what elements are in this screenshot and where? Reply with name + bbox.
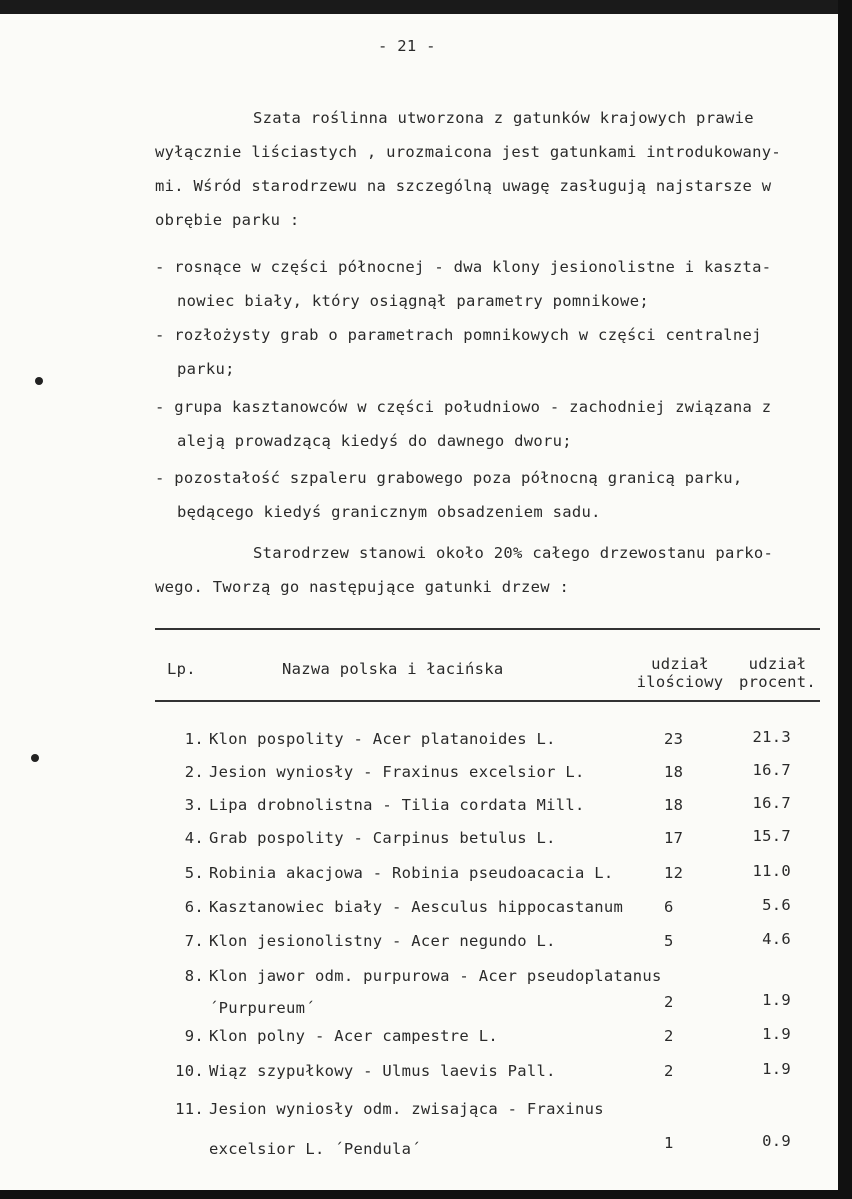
row-number: 8. bbox=[184, 967, 204, 985]
scan-edge-bottom bbox=[0, 1190, 852, 1199]
quantity-value: 18 bbox=[664, 763, 684, 781]
species-name-continued: ´Purpureum´ bbox=[209, 999, 315, 1017]
percent-value: 21.3 bbox=[752, 728, 791, 746]
percent-value: 16.7 bbox=[752, 794, 791, 812]
species-name-continued: excelsior L. ´Pendula´ bbox=[209, 1140, 421, 1158]
paragraph-line: obrębie parku : bbox=[155, 211, 300, 229]
bullet-line: aleją prowadzącą kiedyś do dawnego dworu; bbox=[177, 432, 572, 450]
percent-value: 0.9 bbox=[762, 1132, 791, 1150]
species-name: Klon pospolity - Acer platanoides L. bbox=[209, 730, 556, 748]
species-name: Wiąz szypułkowy - Ulmus laevis Pall. bbox=[209, 1062, 556, 1080]
bullet-line: - pozostałość szpaleru grabowego poza północną granicą parku, bbox=[155, 469, 743, 487]
bullet-line: - rozłożysty grab o parametrach pomnikowych w części centralnej bbox=[155, 326, 762, 344]
row-number: 4. bbox=[184, 829, 204, 847]
species-name: Klon jesionolistny - Acer negundo L. bbox=[209, 932, 556, 950]
percent-value: 4.6 bbox=[762, 930, 791, 948]
row-number: 10. bbox=[175, 1062, 204, 1080]
row-number: 7. bbox=[184, 932, 204, 950]
species-name: Klon jawor odm. purpurowa - Acer pseudoplatanus bbox=[209, 967, 662, 985]
species-name: Kasztanowiec biały - Aesculus hippocastanum bbox=[209, 898, 624, 916]
percent-value: 1.9 bbox=[762, 1060, 791, 1078]
paragraph-line: wego. Tworzą go następujące gatunki drzew : bbox=[155, 578, 570, 596]
species-name: Klon polny - Acer campestre L. bbox=[209, 1027, 498, 1045]
species-name: Grab pospolity - Carpinus betulus L. bbox=[209, 829, 556, 847]
table-header-rule bbox=[155, 700, 820, 702]
percent-value: 11.0 bbox=[752, 862, 791, 880]
percent-value: 5.6 bbox=[762, 896, 791, 914]
header-pct bbox=[735, 655, 820, 691]
punch-hole bbox=[35, 377, 43, 385]
quantity-value: 2 bbox=[664, 1027, 674, 1045]
paragraph-line: Starodrzew stanowi około 20% całego drzewostanu parko- bbox=[253, 544, 774, 562]
header-qty-line2: ilościowy bbox=[636, 673, 724, 691]
species-name: Jesion wyniosły odm. zwisająca - Fraxinus bbox=[209, 1100, 604, 1118]
quantity-value: 1 bbox=[664, 1134, 674, 1152]
paragraph-line: mi. Wśród starodrzewu na szczególną uwagę zasługują najstarsze w bbox=[155, 177, 772, 195]
row-number: 3. bbox=[184, 796, 204, 814]
percent-value: 1.9 bbox=[762, 991, 791, 1009]
bullet-line: - rosnące w części północnej - dwa klony jesionolistne i kaszta- bbox=[155, 258, 772, 276]
quantity-value: 23 bbox=[664, 730, 684, 748]
quantity-value: 5 bbox=[664, 932, 674, 950]
punch-hole bbox=[31, 754, 39, 762]
bullet-line: będącego kiedyś granicznym obsadzeniem sadu. bbox=[177, 503, 601, 521]
quantity-value: 18 bbox=[664, 796, 684, 814]
row-number: 9. bbox=[184, 1027, 204, 1045]
table-top-rule bbox=[155, 628, 820, 630]
paragraph-line: wyłącznie liściastych , urozmaicona jest gatunkami introdukowany- bbox=[155, 143, 782, 161]
header-pct-line1: udział bbox=[748, 655, 807, 673]
percent-value: 15.7 bbox=[752, 827, 791, 845]
row-number: 5. bbox=[184, 864, 204, 882]
quantity-value: 6 bbox=[664, 898, 674, 916]
row-number: 11. bbox=[175, 1100, 204, 1118]
species-name: Lipa drobnolistna - Tilia cordata Mill. bbox=[209, 796, 585, 814]
paragraph-line: Szata roślinna utworzona z gatunków krajowych prawie bbox=[253, 109, 754, 127]
bullet-line: nowiec biały, który osiągnął parametry pomnikowe; bbox=[177, 292, 649, 310]
species-name: Jesion wyniosły - Fraxinus excelsior L. bbox=[209, 763, 585, 781]
species-name: Robinia akacjowa - Robinia pseudoacacia L. bbox=[209, 864, 614, 882]
header-qty bbox=[635, 655, 725, 691]
quantity-value: 2 bbox=[664, 1062, 674, 1080]
bullet-line: parku; bbox=[177, 360, 235, 378]
percent-value: 1.9 bbox=[762, 1025, 791, 1043]
quantity-value: 2 bbox=[664, 993, 674, 1011]
row-number: 1. bbox=[184, 730, 204, 748]
header-pct-line2: procent. bbox=[738, 673, 817, 691]
row-number: 2. bbox=[184, 763, 204, 781]
quantity-value: 17 bbox=[664, 829, 684, 847]
scan-edge-right bbox=[838, 0, 852, 1199]
header-name: Nazwa polska i łacińska bbox=[282, 660, 504, 678]
row-number: 6. bbox=[184, 898, 204, 916]
quantity-value: 12 bbox=[664, 864, 684, 882]
bullet-line: - grupa kasztanowców w części południowo - zachodniej związana z bbox=[155, 398, 772, 416]
header-qty-line1: udział bbox=[651, 655, 709, 673]
page-number: - 21 - bbox=[378, 37, 436, 55]
percent-value: 16.7 bbox=[752, 761, 791, 779]
header-lp: Lp. bbox=[167, 660, 196, 678]
document-page bbox=[0, 14, 838, 1190]
